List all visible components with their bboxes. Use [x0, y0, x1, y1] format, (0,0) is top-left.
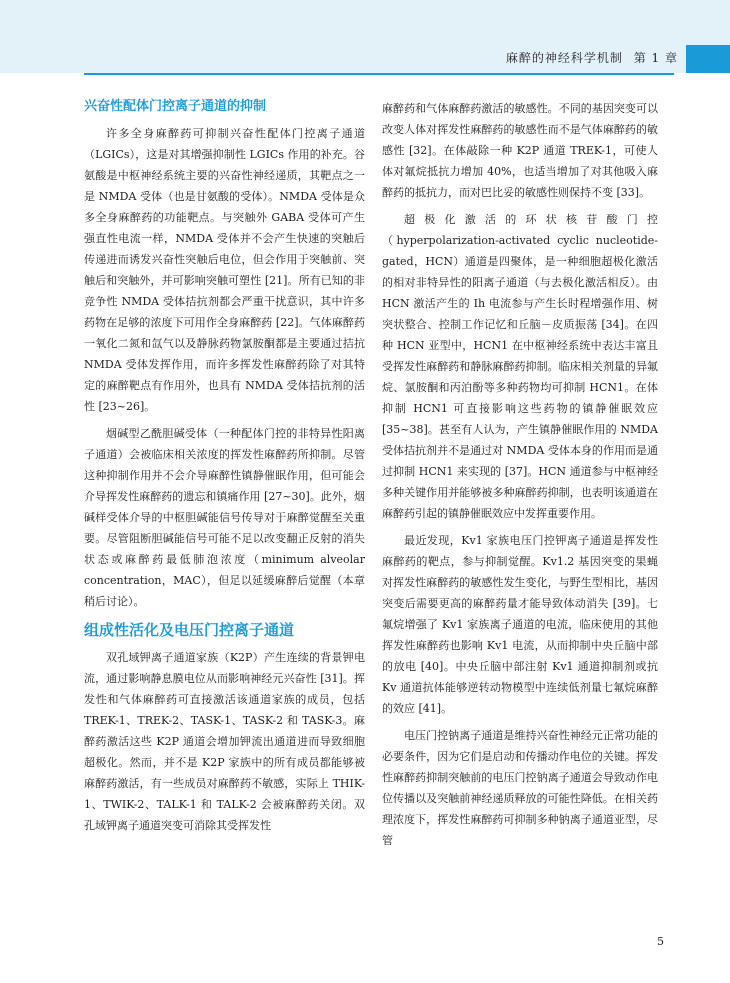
right-column [382, 98, 658, 857]
section-heading-excitatory-lgic: 兴奋性配体门控离子通道的抑制 [84, 99, 267, 114]
paragraph: 双孔域钾离子通道家族（K2P）产生连续的背景钾电流，通过影响静息膜电位从而影响神经元兴奋性 [31]。挥发性和气体麻醉药可直接激活该通道家族的成员，包括 TREK-1、TREK-2、TASK-1、TASK-2 和 TASK-3。麻醉药激活这些 K2P 通道会增加钾流出通道进而导致细胞超极化。然而，并不是 K2P 家族中的所有成员都能够被麻醉药激活，有一些成员对麻醉药不敏感，实际上 THIK-1、TWIK-2、TALK-1 和 TALK-2 会被麻醉药关闭。双孔域钾离子通道突变可消除其受挥发性 [84, 651, 365, 832]
paragraph: 超极化激活的环状核苷酸门控（hyperpolarization-activated cyclic nucleotide-gated，HCN）通道是四聚体，是一种细胞超极化激活的相对非特异性的阳离子通道（与去极化激活相反）。由 HCN 激活产生的 Ih 电流参与产生长时程增强作用、树突状整合、控制工作记忆和丘脑－皮质振荡 [34]。在四种 HCN 亚型中，HCN1 在中枢神经系统中表达丰富且受挥发性麻醉药和静脉麻醉药抑制。临床相关剂量的异氟烷、氯胺酮和丙泊酚等多种药物均可抑制 HCN1。在体抑制 HCN1 可直接影响这些药物的镇静催眠效应 [35~38]。甚至有人认为，产生镇静催眠作用的 NMDA 受体拮抗剂并不是通过对 NMDA 受体本身的作用而是通过抑制 HCN1 来实现的 [37]。HCN 通道参与中枢神经多种关键作用并能够被多种麻醉药抑制，也表明该通道在麻醉药引起的镇静催眠效应中发挥重要作用。 [382, 213, 658, 520]
paragraph: 许多全身麻醉药可抑制兴奋性配体门控离子通道（LGICs），这是对其增强抑制性 LGICs 作用的补充。谷氨酸是中枢神经系统主要的兴奋性神经递质，其靶点之一是 NMDA 受体（也是甘氨酸的受体）。NMDA 受体是众多全身麻醉药的功能靶点。与突触外 GABA 受体可产生强直性电流一样，NMDA 受体并不会产生快速的突触后传递进而诱发兴奋性突触后电位，但会作用于突触前、突触后和突触外，并可影响突触可塑性 [21]。所有已知的非竞争性 NMDA 受体拮抗剂都会严重干扰意识，其中许多药物在足够的浓度下可用作全身麻醉药 [22]。气体麻醉药一氧化二氮和氙气以及静脉药物氯胺酮都是主要通过拮抗 NMDA 受体发挥作用，而许多挥发性麻醉药除了对其特定的麻醉靶点有作用外，也具有 NMDA 受体拮抗剂的活性 [23~26]。 [84, 127, 365, 413]
book-title: 麻醉的神经科学机制 [505, 51, 623, 65]
page-number: 5 [657, 935, 664, 948]
running-header [500, 49, 678, 66]
paragraph: 麻醉药和气体麻醉药激活的敏感性。不同的基因突变可以改变人体对挥发性麻醉药的敏感性而不是气体麻醉药的敏感性 [32]。在体敲除一种 K2P 通道 TREK-1，可使人体对氟烷抵抗力增加 40%，也适当增加了对其他吸入麻醉药的抵抗力，而对巴比妥的敏感性则保持不变 [33]。 [382, 102, 658, 199]
paragraph: 最近发现，Kv1 家族电压门控钾离子通道是挥发性麻醉药的靶点，参与抑制觉醒。Kv1.2 基因突变的果蝇对挥发性麻醉药的敏感性发生变化，与野生型相比，基因突变后需要更高的麻醉药量才能导致体动消失 [39]。七氟烷增强了 Kv1 家族离子通道的电流，临床使用的其他挥发性麻醉药也影响 Kv1 电流，从而抑制中央丘脑中部的放电 [40]。中央丘脑中部注射 Kv1 通道抑制剂或抗 Kv 通道抗体能够逆转动物模型中连续低剂量七氟烷麻醉的效应 [41]。 [382, 534, 658, 715]
chapter-label: 第 1 章 [633, 51, 678, 65]
left-column [84, 96, 365, 842]
paragraph: 电压门控钠离子通道是维持兴奋性神经元正常功能的必要条件，因为它们是启动和传播动作电位的关键。挥发性麻醉药抑制突触前的电压门控钠离子通道会导致动作电位传播以及突触前神经递质释放的可能性降低。在相关药理浓度下，挥发性麻醉药可抑制多种钠离子通道亚型，尽管 [382, 729, 658, 847]
paragraph: 烟碱型乙酰胆碱受体（一种配体门控的非特异性阳离子通道）会被临床相关浓度的挥发性麻醉药所抑制。尽管这种抑制作用并不会介导麻醉性镇静催眠作用，但可能会介导挥发性麻醉药的遗忘和镇痛作用 [27~30]。此外，烟碱样受体介导的中枢胆碱能信号传导对于麻醉觉醒至关重要。尽管阻断胆碱能信号可能不足以改变翻正反射的消失状态或麻醉药最低肺泡浓度（minimum alveolar concentration，MAC），但足以延缓麻醉后觉醒（本章稍后讨论）。 [84, 427, 365, 608]
section-heading-voltage-gated: 组成性活化及电压门控离子通道 [84, 621, 295, 639]
header-rule [84, 73, 674, 75]
chapter-tab [686, 45, 730, 73]
